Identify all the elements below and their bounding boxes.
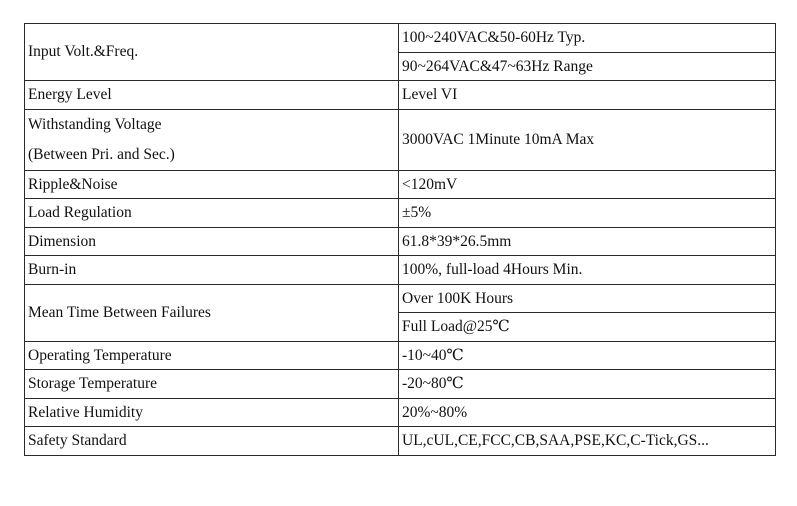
spec-value: -10~40℃: [399, 341, 776, 370]
spec-value: -20~80℃: [399, 370, 776, 399]
spec-value: 20%~80%: [399, 398, 776, 427]
spec-value: 90~264VAC&47~63Hz Range: [399, 52, 776, 81]
spec-table: [24, 23, 776, 456]
spec-value: 3000VAC 1Minute 10mA Max: [399, 109, 776, 170]
spec-value: UL,cUL,CE,FCC,CB,SAA,PSE,KC,C-Tick,GS...: [399, 427, 776, 456]
spec-label: Energy Level: [25, 81, 399, 110]
spec-label-line: (Between Pri. and Sec.): [28, 145, 175, 163]
spec-label: Input Volt.&Freq.: [25, 24, 399, 81]
spec-value: 100%, full-load 4Hours Min.: [399, 256, 776, 285]
table-row: [25, 370, 776, 399]
spec-label: Dimension: [25, 227, 399, 256]
table-row: [25, 227, 776, 256]
table-row: [25, 199, 776, 228]
spec-label: Relative Humidity: [25, 398, 399, 427]
spec-label: Operating Temperature: [25, 341, 399, 370]
spec-value: 61.8*39*26.5mm: [399, 227, 776, 256]
table-row: [25, 170, 776, 199]
table-row: [25, 284, 776, 313]
table-row: [25, 427, 776, 456]
spec-label: Mean Time Between Failures: [25, 284, 399, 341]
spec-label: Safety Standard: [25, 427, 399, 456]
spec-value: <120mV: [399, 170, 776, 199]
spec-value: ±5%: [399, 199, 776, 228]
spec-value: Level VI: [399, 81, 776, 110]
table-row: [25, 109, 776, 170]
spec-label: Storage Temperature: [25, 370, 399, 399]
spec-label: Burn-in: [25, 256, 399, 285]
spec-value: Full Load@25℃: [399, 313, 776, 342]
table-row: [25, 398, 776, 427]
spec-label: [25, 109, 399, 170]
table-row: [25, 24, 776, 53]
spec-value: Over 100K Hours: [399, 284, 776, 313]
spec-label: Load Regulation: [25, 199, 399, 228]
spec-value: 100~240VAC&50-60Hz Typ.: [399, 24, 776, 53]
spec-label-line: Withstanding Voltage: [28, 115, 162, 133]
table-row: [25, 341, 776, 370]
table-row: [25, 256, 776, 285]
spec-label: Ripple&Noise: [25, 170, 399, 199]
table-row: [25, 81, 776, 110]
